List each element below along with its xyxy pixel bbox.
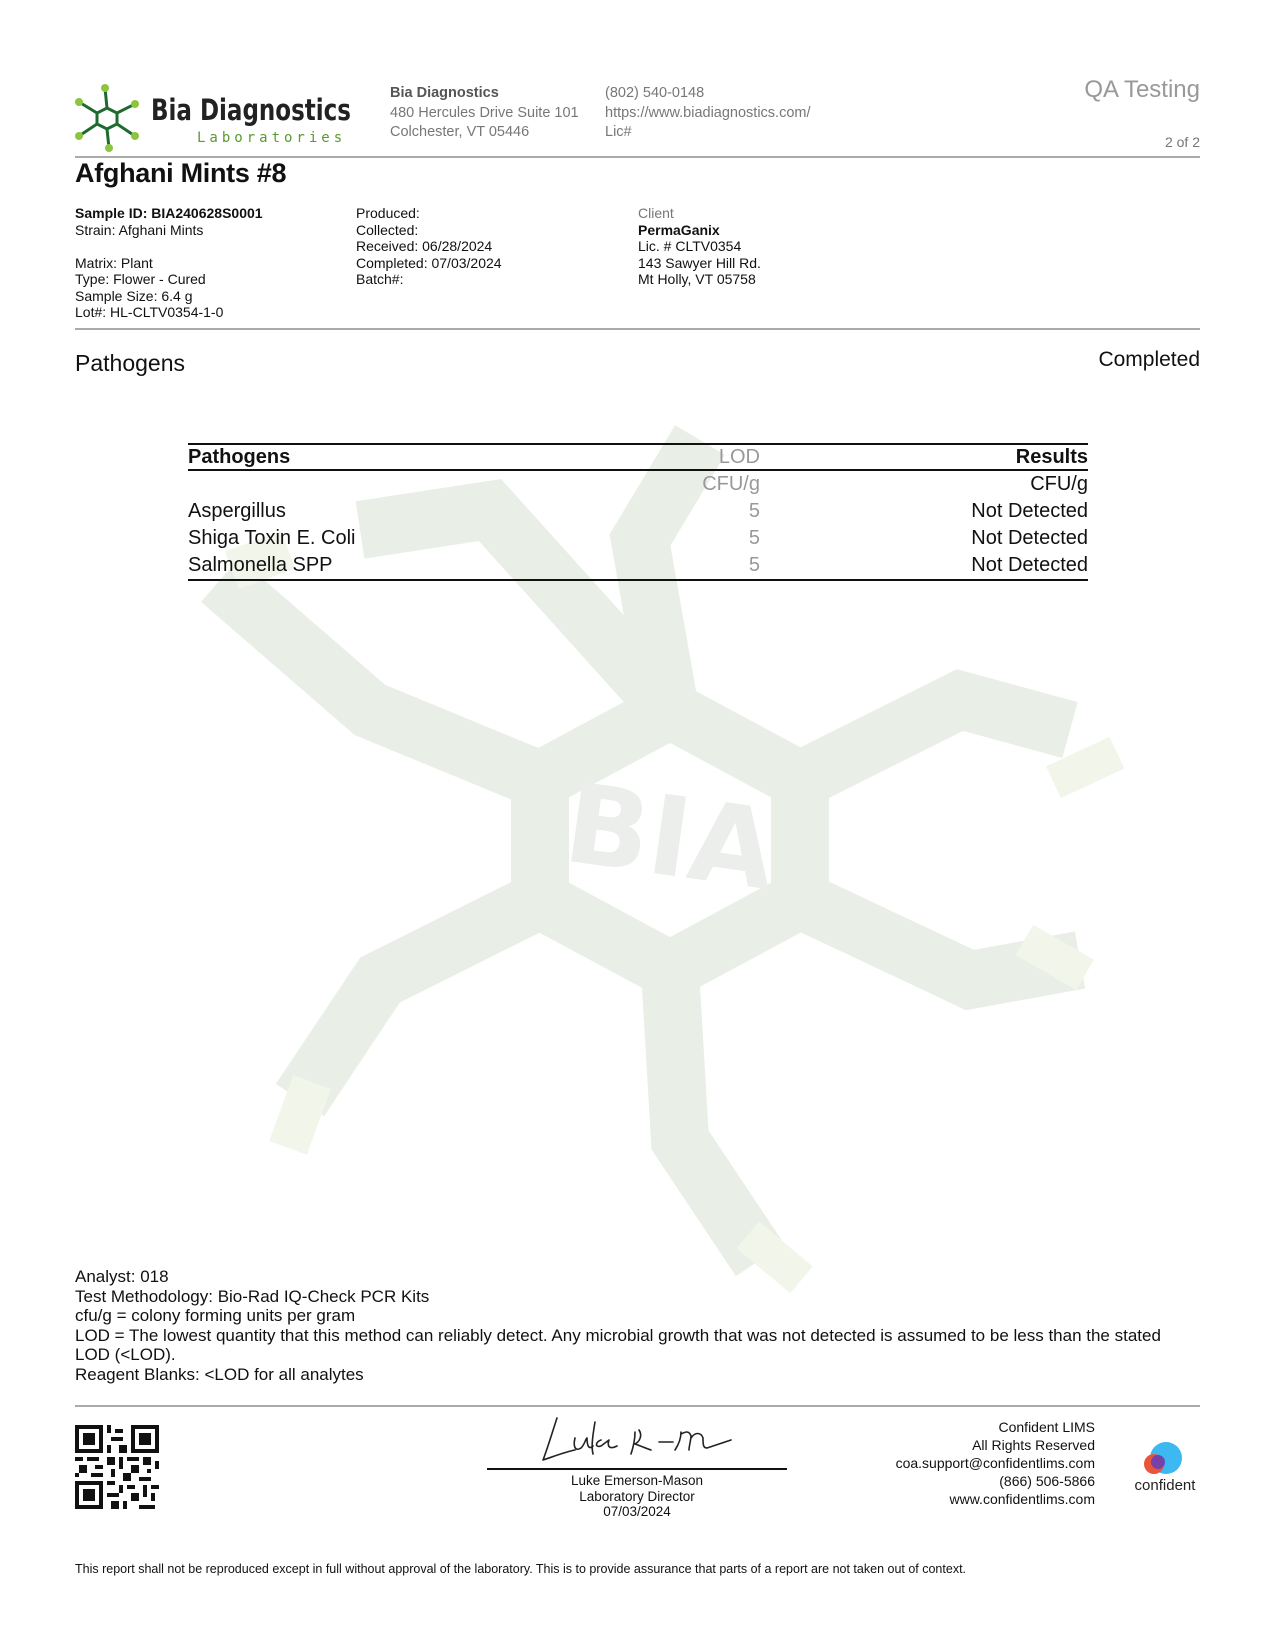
lod-definition: LOD = The lowest quantity that this method can reliably detect. Any microbial growth that was not detected is assumed to be less than the stated LOD (<LOD). (75, 1325, 1161, 1364)
sample-id: Sample ID: BIA240628S0001 (75, 205, 263, 221)
cfu-definition: cfu/g = colony forming units per gram (75, 1306, 356, 1325)
watermark-text: BIA (557, 759, 784, 916)
completed: Completed: 07/03/2024 (356, 254, 502, 271)
sample-dates (356, 205, 502, 288)
client-label: Client (638, 205, 674, 221)
client-name: PermaGanix (638, 221, 720, 238)
lab-website[interactable]: https://www.biadiagnostics.com/ (605, 104, 811, 121)
lims-email[interactable]: coa.support@confidentlims.com (895, 1455, 1095, 1471)
lims-rights: All Rights Reserved (972, 1437, 1095, 1453)
sample-type: Type: Flower - Cured (75, 271, 206, 287)
matrix: Matrix: Plant (75, 254, 153, 271)
table-row (188, 525, 1088, 552)
analyte-name: Aspergillus (188, 500, 286, 522)
analyte-name: Shiga Toxin E. Coli (188, 527, 356, 549)
produced: Produced: (356, 205, 420, 221)
director-signature (535, 1410, 745, 1470)
section-status: Completed (1098, 348, 1200, 371)
info-divider (75, 328, 1200, 330)
notes-block (75, 1267, 1200, 1384)
collected: Collected: (356, 221, 419, 238)
lot-number: Lot#: HL-CLTV0354-1-0 (75, 304, 224, 320)
lab-phone: (802) 540-0148 (605, 85, 705, 101)
analyte-result: Not Detected (971, 500, 1088, 522)
lims-phone: (866) 506-5866 (999, 1473, 1095, 1489)
batch: Batch#: (356, 271, 404, 287)
pathogens-table (188, 443, 1088, 581)
client-license: Lic. # CLTV0354 (638, 238, 742, 254)
lod-unit: CFU/g (702, 473, 760, 495)
logo-subtitle: Laboratories (197, 130, 347, 146)
analyte-name: Salmonella SPP (188, 554, 333, 576)
strain: Strain: Afghani Mints (75, 221, 204, 238)
disclaimer: This report shall not be reproduced except in full without approval of the laboratory. This is to provide assurance that parts of a report are not taken out of context. (75, 1562, 967, 1576)
signature-line (487, 1468, 787, 1470)
header-lod: LOD (718, 446, 760, 468)
sample-info (75, 205, 263, 321)
qr-code[interactable] (75, 1425, 159, 1509)
confident-logo-text: confident (1134, 1477, 1196, 1494)
client-address-line1: 143 Sawyer Hill Rd. (638, 254, 761, 271)
header-pathogens: Pathogens (188, 446, 291, 468)
logo-title: Bia Diagnostics (151, 93, 351, 127)
lims-info (896, 1418, 1095, 1508)
product-title: Afghani Mints #8 (75, 158, 287, 188)
lab-address-line1: 480 Hercules Drive Suite 101 (390, 104, 579, 121)
table-units-row (188, 471, 1088, 498)
sample-size: Sample Size: 6.4 g (75, 287, 193, 304)
results-unit: CFU/g (1030, 473, 1088, 495)
analyst: Analyst: 018 (75, 1267, 169, 1286)
lab-address-line2: Colchester, VT 05446 (390, 124, 530, 140)
lab-name: Bia Diagnostics (390, 85, 499, 101)
table-row (188, 498, 1088, 525)
signer-block (487, 1473, 787, 1520)
header-results: Results (1015, 446, 1088, 468)
received: Received: 06/28/2024 (356, 238, 493, 254)
client-info (638, 205, 761, 288)
page-number: 2 of 2 (1164, 134, 1200, 150)
analyte-result: Not Detected (971, 554, 1088, 576)
analyte-result: Not Detected (971, 527, 1088, 549)
section-title: Pathogens (75, 350, 185, 376)
reagent-blanks: Reagent Blanks: <LOD for all analytes (75, 1364, 364, 1384)
analyte-lod: 5 (748, 527, 760, 549)
analyte-lod: 5 (748, 554, 760, 576)
client-address-line2: Mt Holly, VT 05758 (638, 271, 756, 287)
lab-address-block (390, 84, 579, 143)
confident-logo-icon (1124, 1438, 1204, 1510)
lab-contact-block (605, 84, 811, 143)
lab-license: Lic# (605, 124, 632, 140)
analyte-lod: 5 (748, 500, 760, 522)
signer-title: Laboratory Director (579, 1488, 695, 1504)
sign-date: 07/03/2024 (603, 1504, 671, 1519)
lims-website[interactable]: www.confidentlims.com (949, 1491, 1095, 1507)
report-type: QA Testing (1084, 76, 1200, 103)
table-header-row (188, 443, 1088, 471)
test-methodology: Test Methodology: Bio-Rad IQ-Check PCR Kits (75, 1286, 430, 1306)
bia-diagnostics-logo (75, 80, 355, 155)
lims-name: Confident LIMS (998, 1419, 1095, 1435)
table-row (188, 552, 1088, 581)
footer-divider (75, 1405, 1200, 1407)
signer-name: Luke Emerson-Mason (570, 1473, 704, 1488)
